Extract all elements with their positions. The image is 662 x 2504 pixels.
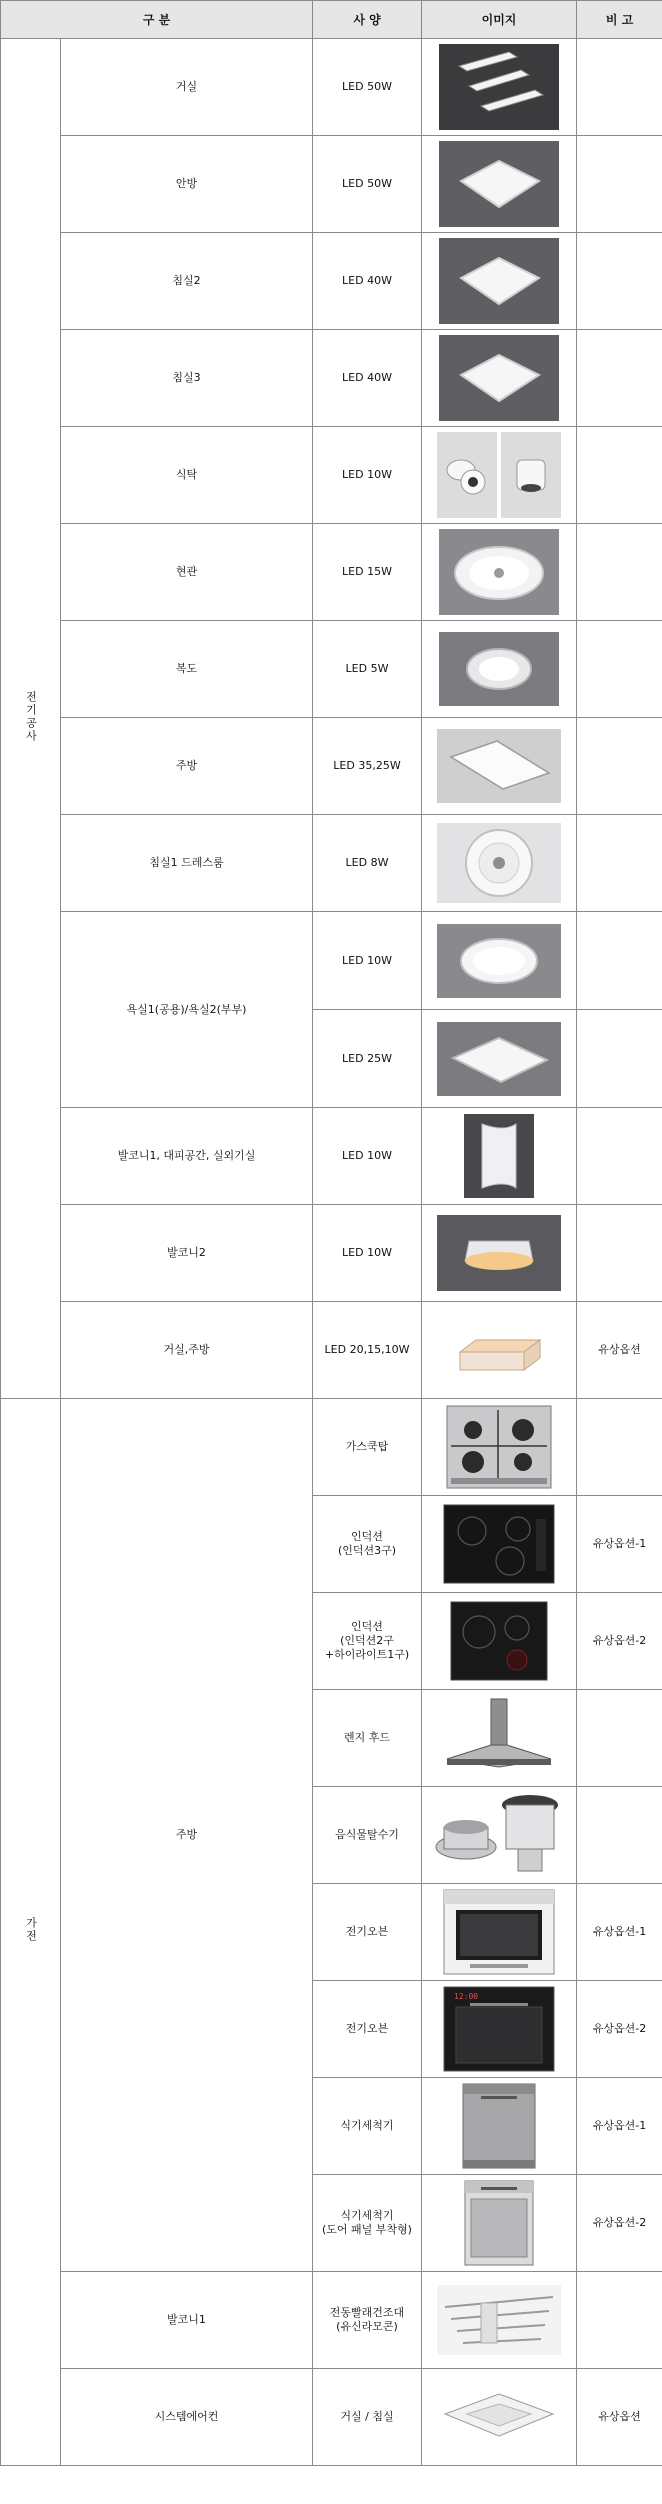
spec-cell: LED 10W	[313, 1205, 422, 1302]
note-cell	[577, 815, 662, 912]
table-row	[1, 39, 662, 136]
note-cell: 유상옵션	[577, 2369, 662, 2466]
image-cell	[422, 427, 577, 524]
table-row	[1, 524, 662, 621]
location-cell: 거실	[61, 39, 313, 136]
note-cell	[577, 233, 662, 330]
item-cell: 가스쿡탑	[313, 1399, 422, 1496]
location-cell: 침실3	[61, 330, 313, 427]
note-cell	[577, 1787, 662, 1884]
dishwasher-panel-icon	[451, 2177, 547, 2269]
note-cell	[577, 136, 662, 233]
location-cell: 복도	[61, 621, 313, 718]
electric-clothes-drying-rack-icon	[437, 2285, 561, 2355]
note-cell	[577, 718, 662, 815]
spec-cell: LED 10W	[313, 1108, 422, 1205]
location-cell: 침실2	[61, 233, 313, 330]
table-row	[1, 621, 662, 718]
table-row	[1, 1205, 662, 1302]
note-cell	[577, 1399, 662, 1496]
spec-cell: LED 10W	[313, 427, 422, 524]
square-panel-light-icon	[439, 238, 559, 324]
location-cell: 시스템에어컨	[61, 2369, 313, 2466]
note-cell: 유상옵션-1	[577, 2078, 662, 2175]
section-electrical: 전기공사	[1, 39, 61, 1399]
note-cell	[577, 1010, 662, 1108]
triple-linear-panel-light-icon	[439, 44, 559, 130]
location-cell: 발코니2	[61, 1205, 313, 1302]
square-panel-light-icon	[439, 141, 559, 227]
header-row	[1, 1, 662, 39]
image-cell	[422, 621, 577, 718]
spec-cell: LED 20,15,10W	[313, 1302, 422, 1399]
table-row	[1, 912, 662, 1010]
item-cell: 식기세척기	[313, 2078, 422, 2175]
table-row	[1, 718, 662, 815]
spec-cell: LED 8W	[313, 815, 422, 912]
image-cell	[422, 1302, 577, 1399]
round-bath-light-icon	[437, 924, 561, 998]
note-cell	[577, 524, 662, 621]
image-cell	[422, 2369, 577, 2466]
location-cell: 안방	[61, 136, 313, 233]
spec-cell: LED 10W	[313, 912, 422, 1010]
note-cell: 유상옵션-1	[577, 1496, 662, 1593]
spec-cell: LED 50W	[313, 39, 422, 136]
table-row	[1, 2272, 662, 2369]
image-cell	[422, 2175, 577, 2272]
table-row	[1, 136, 662, 233]
note-cell	[577, 427, 662, 524]
image-cell	[422, 1593, 577, 1690]
note-cell	[577, 1205, 662, 1302]
spot-downlight-icon	[437, 432, 561, 518]
wall-light-icon	[464, 1114, 534, 1198]
note-cell: 유상옵션	[577, 1302, 662, 1399]
spec-cell: LED 5W	[313, 621, 422, 718]
spec-cell: LED 25W	[313, 1010, 422, 1108]
location-cell: 식탁	[61, 427, 313, 524]
header-image: 이미지	[422, 1, 577, 39]
drum-ceiling-light-icon	[437, 1215, 561, 1291]
image-cell	[422, 524, 577, 621]
image-cell	[422, 1010, 577, 1108]
note-cell: 유상옵션-2	[577, 1593, 662, 1690]
image-cell	[422, 2078, 577, 2175]
table-row	[1, 233, 662, 330]
image-cell	[422, 1496, 577, 1593]
image-cell	[422, 718, 577, 815]
round-downlight-icon	[439, 632, 559, 706]
food-waste-dehydrator-icon	[426, 1789, 572, 1881]
location-cell: 현관	[61, 524, 313, 621]
item-cell: 인덕션 (인덕션2구 +하이라이트1구)	[313, 1593, 422, 1690]
note-cell: 유상옵션-1	[577, 1884, 662, 1981]
white-built-in-oven-icon	[440, 1886, 558, 1978]
linear-panel-light-icon	[437, 729, 561, 803]
image-cell	[422, 39, 577, 136]
note-cell	[577, 2272, 662, 2369]
section-appliances: 가전	[1, 1399, 61, 2466]
image-cell	[422, 815, 577, 912]
round-sensor-downlight-icon	[437, 823, 561, 903]
header-note: 비 고	[577, 1, 662, 39]
note-cell	[577, 330, 662, 427]
table-row	[1, 2369, 662, 2466]
spec-cell: LED 50W	[313, 136, 422, 233]
spec-cell: LED 40W	[313, 233, 422, 330]
location-cell: 주방	[61, 718, 313, 815]
location-cell: 발코니1	[61, 2272, 313, 2369]
round-sensor-ceiling-light-icon	[439, 529, 559, 615]
image-cell	[422, 233, 577, 330]
dishwasher-steel-icon	[451, 2080, 547, 2172]
gas-cooktop-icon	[443, 1402, 555, 1492]
image-cell	[422, 912, 577, 1010]
location-cell: 주방	[61, 1399, 313, 2272]
item-cell: 인덕션 (인덕션3구)	[313, 1496, 422, 1593]
item-cell: 음식물탈수기	[313, 1787, 422, 1884]
image-cell	[422, 1108, 577, 1205]
induction-hybrid-icon	[447, 1598, 551, 1684]
image-cell	[422, 136, 577, 233]
spec-cell: LED 15W	[313, 524, 422, 621]
image-cell	[422, 1981, 577, 2078]
item-cell: 식기세척기 (도어 패널 부착형)	[313, 2175, 422, 2272]
table-row	[1, 1302, 662, 1399]
item-cell: 전기오븐	[313, 1884, 422, 1981]
image-cell	[422, 1205, 577, 1302]
location-cell: 침실1 드레스룸	[61, 815, 313, 912]
note-cell	[577, 1690, 662, 1787]
table-row	[1, 427, 662, 524]
location-cell: 발코니1, 대피공간, 실외기실	[61, 1108, 313, 1205]
image-cell	[422, 330, 577, 427]
table-row	[1, 815, 662, 912]
item-cell: 거실 / 침실	[313, 2369, 422, 2466]
spec-cell: LED 40W	[313, 330, 422, 427]
induction-3-burner-icon	[440, 1501, 558, 1587]
header-spec: 사 양	[313, 1, 422, 39]
image-cell	[422, 1399, 577, 1496]
note-cell	[577, 621, 662, 718]
black-built-in-oven-icon	[440, 1983, 558, 2075]
square-panel-light-icon	[439, 335, 559, 421]
table-row	[1, 1399, 662, 1496]
table-row	[1, 1108, 662, 1205]
note-cell: 유상옵션-2	[577, 2175, 662, 2272]
item-cell: 전기오븐	[313, 1981, 422, 2078]
image-cell	[422, 1884, 577, 1981]
header-category: 구 분	[1, 1, 313, 39]
location-cell: 욕실1(공용)/욕실2(부부)	[61, 912, 313, 1108]
led-strip-light-icon	[454, 1312, 544, 1388]
item-cell: 전동빨래건조대 (유신라모콘)	[313, 2272, 422, 2369]
spec-cell: LED 35,25W	[313, 718, 422, 815]
note-cell: 유상옵션-2	[577, 1981, 662, 2078]
image-cell	[422, 1690, 577, 1787]
range-hood-icon	[437, 1695, 561, 1781]
image-cell	[422, 2272, 577, 2369]
ceiling-cassette-air-conditioner-icon	[437, 2380, 561, 2454]
note-cell	[577, 1108, 662, 1205]
image-cell	[422, 1787, 577, 1884]
location-cell: 거실,주방	[61, 1302, 313, 1399]
item-cell: 렌지 후드	[313, 1690, 422, 1787]
svg-text:12:00: 12:00	[454, 1992, 479, 2001]
note-cell	[577, 39, 662, 136]
table-row	[1, 330, 662, 427]
rectangular-bath-light-icon	[437, 1022, 561, 1096]
note-cell	[577, 912, 662, 1010]
